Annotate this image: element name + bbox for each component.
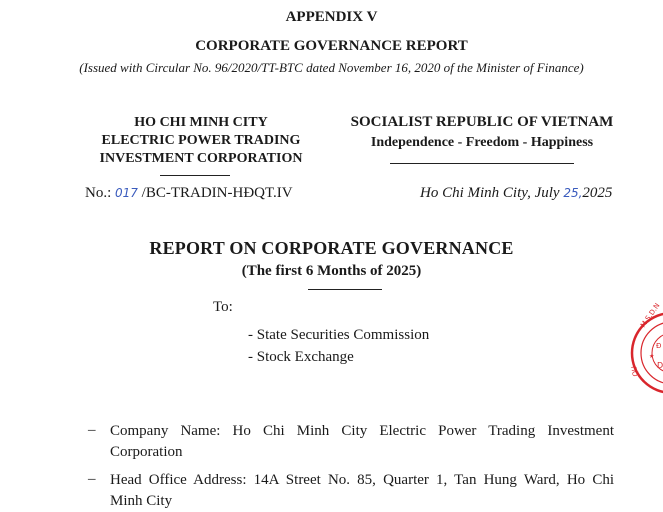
svg-text:Đ: Đ — [656, 342, 662, 350]
svg-text:M.S.D.N: M.S.D.N — [639, 301, 662, 330]
company-name-block — [70, 114, 332, 168]
company-name-line-1: Company Name: Ho Chi Minh City Electric Power Trading Investment — [110, 423, 614, 439]
doc-no-prefix: No.: — [85, 185, 112, 201]
company-name-item — [110, 421, 614, 463]
company-name-line-2: Corporation — [110, 444, 183, 460]
report-subtitle: (The first 6 Months of 2025) — [241, 263, 422, 279]
company-line-2: ELECTRIC POWER TRADING — [101, 133, 301, 148]
place-date-prefix: Ho Chi Minh City, July — [420, 185, 560, 201]
company-underline — [160, 175, 230, 176]
company-seal-stamp — [630, 298, 663, 408]
report-type-title: CORPORATE GOVERNANCE REPORT — [195, 38, 468, 54]
country-name: SOCIALIST REPUBLIC OF VIETNAM — [350, 114, 614, 130]
document-number — [85, 185, 293, 202]
svg-text:QU: QU — [630, 365, 640, 378]
place-and-date — [420, 185, 612, 202]
company-line-3: INVESTMENT CORPORATION — [99, 151, 303, 166]
title-underline — [308, 289, 382, 290]
recipient-item: - Stock Exchange — [248, 349, 354, 365]
appendix-label: APPENDIX V — [285, 9, 378, 25]
date-handwritten: 25, — [563, 186, 583, 200]
recipient-to-label: To: — [213, 299, 233, 315]
recipient-item: - State Securities Commission — [248, 327, 430, 343]
list-bullet: – — [88, 422, 96, 438]
svg-text:★: ★ — [649, 353, 655, 360]
address-line-2: Minh City — [110, 493, 173, 509]
head-office-address-item — [110, 470, 614, 512]
svg-text:D: D — [657, 361, 663, 370]
doc-no-handwritten: 017 — [115, 186, 138, 200]
address-line-1: Head Office Address: 14A Street No. 85, Quarter 1, Tan Hung Ward, Ho Chi — [110, 472, 614, 488]
report-title: REPORT ON CORPORATE GOVERNANCE — [149, 238, 514, 258]
national-motto: Independence - Freedom - Happiness — [370, 135, 594, 150]
list-bullet: – — [88, 471, 96, 487]
company-line-1: HO CHI MINH CITY — [134, 115, 268, 130]
doc-no-suffix: /BC-TRADIN-HĐQT.IV — [141, 185, 293, 201]
motto-underline — [390, 163, 574, 164]
issued-note: (Issued with Circular No. 96/2020/TT-BTC dated November 16, 2020 of the Minister of Finance) — [79, 60, 584, 75]
date-year: 2025 — [582, 185, 613, 201]
